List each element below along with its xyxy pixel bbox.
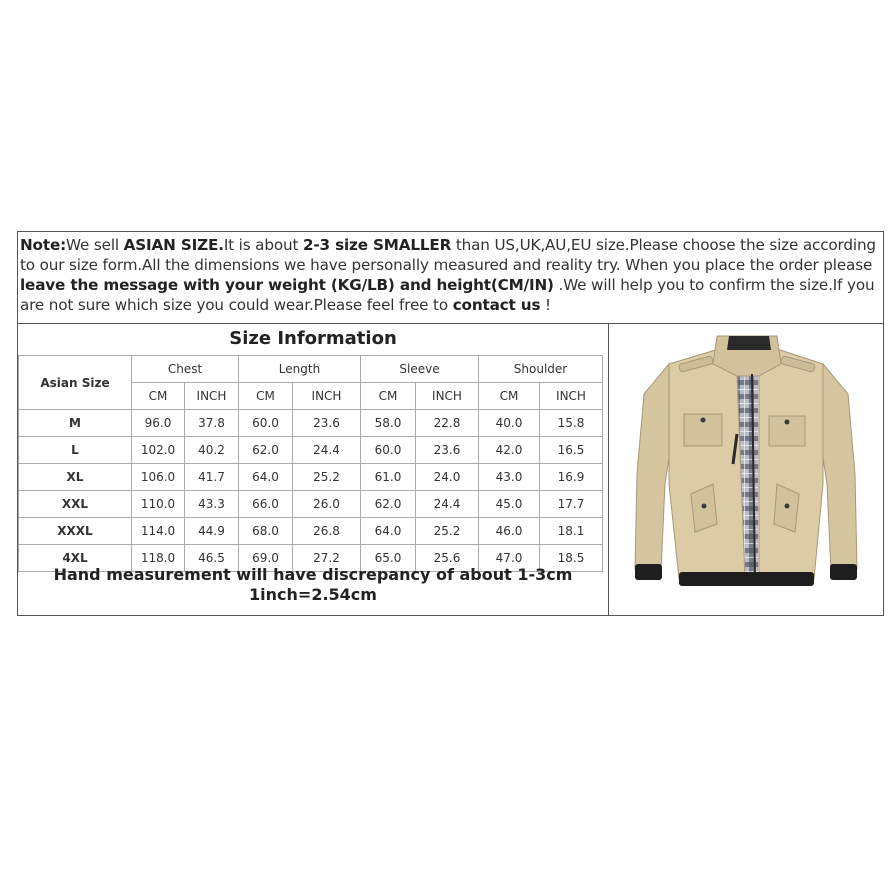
- table-cell: 26.8: [293, 518, 361, 545]
- table-cell: 37.8: [185, 410, 239, 437]
- size-label: M: [19, 410, 132, 437]
- table-cell: 23.6: [416, 437, 479, 464]
- table-cell: 40.0: [479, 410, 540, 437]
- table-cell: 41.7: [185, 464, 239, 491]
- table-cell: 118.0: [132, 545, 185, 572]
- column-group-shoulder: Shoulder: [479, 356, 603, 383]
- table-cell: 25.2: [293, 464, 361, 491]
- column-group-sleeve: Sleeve: [361, 356, 479, 383]
- table-cell: 25.2: [416, 518, 479, 545]
- table-cell: 43.3: [185, 491, 239, 518]
- unit-header: INCH: [185, 383, 239, 410]
- table-cell: 64.0: [239, 464, 293, 491]
- unit-header: CM: [132, 383, 185, 410]
- inch-conversion-note: 1inch=2.54cm: [249, 585, 377, 604]
- table-row: [19, 518, 603, 545]
- table-cell: 46.5: [185, 545, 239, 572]
- table-cell: 69.0: [239, 545, 293, 572]
- table-cell: 26.0: [293, 491, 361, 518]
- table-cell: 17.7: [540, 491, 603, 518]
- table-cell: 66.0: [239, 491, 293, 518]
- note-text: !: [540, 296, 551, 314]
- table-row: [19, 437, 603, 464]
- table-cell: 15.8: [540, 410, 603, 437]
- table-cell: 24.0: [416, 464, 479, 491]
- unit-header: INCH: [416, 383, 479, 410]
- note-text: than US,UK,AU,EU size.Please choose the size according to our size form.All the dimensions we have personally measured and reality try. When you place the order please: [20, 236, 876, 274]
- smaller-highlight: 2-3 size SMALLER: [302, 236, 452, 254]
- table-cell: 18.1: [540, 518, 603, 545]
- table-cell: 60.0: [361, 437, 416, 464]
- asian-size-highlight: ASIAN SIZE.: [123, 236, 224, 254]
- asian-size-header: Asian Size: [19, 356, 132, 410]
- table-cell: 62.0: [239, 437, 293, 464]
- unit-header: INCH: [540, 383, 603, 410]
- size-label: 4XL: [19, 545, 132, 572]
- size-label: XXXL: [19, 518, 132, 545]
- table-cell: 64.0: [361, 518, 416, 545]
- table-cell: 47.0: [479, 545, 540, 572]
- table-cell: 110.0: [132, 491, 185, 518]
- note-text: We sell: [66, 236, 124, 254]
- unit-header: INCH: [293, 383, 361, 410]
- column-group-length: Length: [239, 356, 361, 383]
- table-cell: 16.9: [540, 464, 603, 491]
- size-label: XL: [19, 464, 132, 491]
- table-cell: 106.0: [132, 464, 185, 491]
- unit-header: CM: [361, 383, 416, 410]
- table-cell: 25.6: [416, 545, 479, 572]
- unit-header: CM: [239, 383, 293, 410]
- size-table: [18, 355, 603, 572]
- table-cell: 102.0: [132, 437, 185, 464]
- table-title: Size Information: [229, 328, 397, 349]
- table-cell: 58.0: [361, 410, 416, 437]
- table-row: [19, 464, 603, 491]
- size-label: L: [19, 437, 132, 464]
- discrepancy-note: Hand measurement will have discrepancy of about 1-3cm: [53, 565, 573, 584]
- contact-us-text: contact us: [452, 296, 541, 314]
- table-cell: 68.0: [239, 518, 293, 545]
- table-cell: 46.0: [479, 518, 540, 545]
- table-cell: 62.0: [361, 491, 416, 518]
- note-label: Note:: [20, 236, 67, 254]
- table-cell: 18.5: [540, 545, 603, 572]
- size-chart-frame: [17, 231, 884, 616]
- note-text: .We will help you to confirm the size.If you are not sure which size you could wear.Please feel free to: [20, 276, 875, 314]
- table-row: [19, 491, 603, 518]
- column-group-chest: Chest: [132, 356, 239, 383]
- table-cell: 61.0: [361, 464, 416, 491]
- table-cell: 42.0: [479, 437, 540, 464]
- unit-header: CM: [479, 383, 540, 410]
- jacket-illustration: [609, 324, 883, 615]
- note-text: It is about: [223, 236, 303, 254]
- table-cell: 23.6: [293, 410, 361, 437]
- table-cell: 43.0: [479, 464, 540, 491]
- table-cell: 24.4: [293, 437, 361, 464]
- table-cell: 40.2: [185, 437, 239, 464]
- jacket-photo: [609, 324, 883, 615]
- message-highlight: leave the message with your weight (KG/LB) and height(CM/IN): [20, 276, 554, 294]
- table-cell: 60.0: [239, 410, 293, 437]
- table-cell: 24.4: [416, 491, 479, 518]
- size-table-section: [18, 323, 609, 616]
- table-cell: 44.9: [185, 518, 239, 545]
- size-label: XXL: [19, 491, 132, 518]
- table-cell: 22.8: [416, 410, 479, 437]
- table-cell: 114.0: [132, 518, 185, 545]
- table-cell: 27.2: [293, 545, 361, 572]
- table-cell: 65.0: [361, 545, 416, 572]
- table-row: [19, 410, 603, 437]
- table-cell: 45.0: [479, 491, 540, 518]
- note-paragraph: [18, 232, 883, 324]
- measurement-footer: [18, 565, 608, 605]
- table-cell: 96.0: [132, 410, 185, 437]
- table-cell: 16.5: [540, 437, 603, 464]
